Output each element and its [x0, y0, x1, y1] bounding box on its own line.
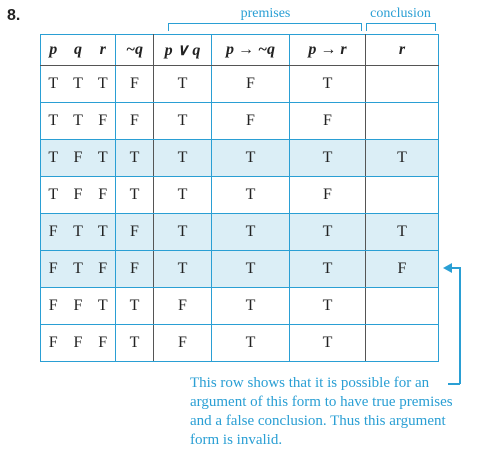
cell-p-or-q: T [154, 140, 212, 177]
table-row [41, 325, 439, 362]
header-p-or-q: p ∨ q [154, 35, 212, 66]
cell-p-implies-not-q: T [212, 214, 290, 251]
cell-conclusion-r [366, 325, 439, 362]
cell-p-implies-r: T [290, 214, 366, 251]
cell-p-implies-not-q: T [212, 251, 290, 288]
cell-p: F [41, 251, 66, 288]
cell-p-or-q: T [154, 251, 212, 288]
cell-p: T [41, 140, 66, 177]
cell-conclusion-r [366, 103, 439, 140]
cell-p-implies-not-q: T [212, 325, 290, 362]
conclusion-bracket [366, 23, 436, 31]
cell-r: T [91, 288, 116, 325]
premises-label: premises [240, 6, 291, 21]
cell-p-implies-r: F [290, 103, 366, 140]
cell-r: T [91, 214, 116, 251]
cell-conclusion-r: F [366, 251, 439, 288]
cell-conclusion-r [366, 288, 439, 325]
cell-p-or-q: T [154, 177, 212, 214]
cell-not-q: T [116, 177, 154, 214]
cell-p-or-q: F [154, 288, 212, 325]
cell-p: F [41, 288, 66, 325]
cell-r: T [91, 66, 116, 103]
cell-p-implies-not-q: T [212, 288, 290, 325]
cell-p-or-q: T [154, 214, 212, 251]
cell-p-or-q: F [154, 325, 212, 362]
header-p-implies-r: p → r [290, 35, 366, 66]
header-conclusion-r: r [366, 35, 439, 66]
cell-q: T [66, 66, 91, 103]
cell-r: F [91, 325, 116, 362]
cell-not-q: T [116, 140, 154, 177]
cell-p-implies-r: T [290, 66, 366, 103]
header-r: r [91, 35, 116, 66]
cell-q: T [66, 214, 91, 251]
cell-r: F [91, 103, 116, 140]
header-p-implies-not-q: p → ~q [212, 35, 290, 66]
header-row [41, 35, 439, 66]
cell-not-q: T [116, 325, 154, 362]
cell-p-or-q: T [154, 103, 212, 140]
cell-not-q: F [116, 214, 154, 251]
table-row [41, 140, 439, 177]
cell-q: F [66, 140, 91, 177]
cell-p-implies-not-q: F [212, 103, 290, 140]
cell-conclusion-r [366, 177, 439, 214]
table-row [41, 177, 439, 214]
header-p: p [41, 35, 66, 66]
cell-p-implies-not-q: T [212, 177, 290, 214]
arrow-vertical [459, 267, 461, 384]
cell-q: F [66, 325, 91, 362]
cell-p: T [41, 177, 66, 214]
cell-r: F [91, 251, 116, 288]
cell-p-implies-r: F [290, 177, 366, 214]
conclusion-label: conclusion [370, 6, 431, 21]
cell-not-q: F [116, 103, 154, 140]
table-row [41, 251, 439, 288]
cell-p-implies-not-q: T [212, 140, 290, 177]
cell-p-implies-r: T [290, 140, 366, 177]
table-row [41, 66, 439, 103]
cell-r: F [91, 177, 116, 214]
cell-p: F [41, 325, 66, 362]
table-row [41, 214, 439, 251]
cell-p-implies-not-q: F [212, 66, 290, 103]
cell-p: T [41, 66, 66, 103]
header-q: q [66, 35, 91, 66]
cell-p-implies-r: T [290, 288, 366, 325]
arrowhead-icon [443, 263, 452, 273]
cell-not-q: T [116, 288, 154, 325]
header-not-q: ~q [116, 35, 154, 66]
truth-table [40, 34, 439, 362]
cell-q: F [66, 288, 91, 325]
cell-p-or-q: T [154, 66, 212, 103]
premises-bracket [168, 23, 362, 31]
cell-q: F [66, 177, 91, 214]
cell-not-q: F [116, 66, 154, 103]
cell-q: T [66, 103, 91, 140]
cell-p: T [41, 103, 66, 140]
cell-conclusion-r [366, 66, 439, 103]
explanation-note: This row shows that it is possible for an argument of this form to have true premises and a false conclusion. Thus this argument form is invalid. [190, 375, 453, 448]
cell-r: T [91, 140, 116, 177]
cell-p-implies-r: T [290, 251, 366, 288]
cell-not-q: F [116, 251, 154, 288]
cell-p-implies-r: T [290, 325, 366, 362]
cell-p: F [41, 214, 66, 251]
table-row [41, 288, 439, 325]
cell-conclusion-r: T [366, 214, 439, 251]
cell-q: T [66, 251, 91, 288]
cell-conclusion-r: T [366, 140, 439, 177]
problem-number: 8. [7, 7, 21, 24]
table-row [41, 103, 439, 140]
